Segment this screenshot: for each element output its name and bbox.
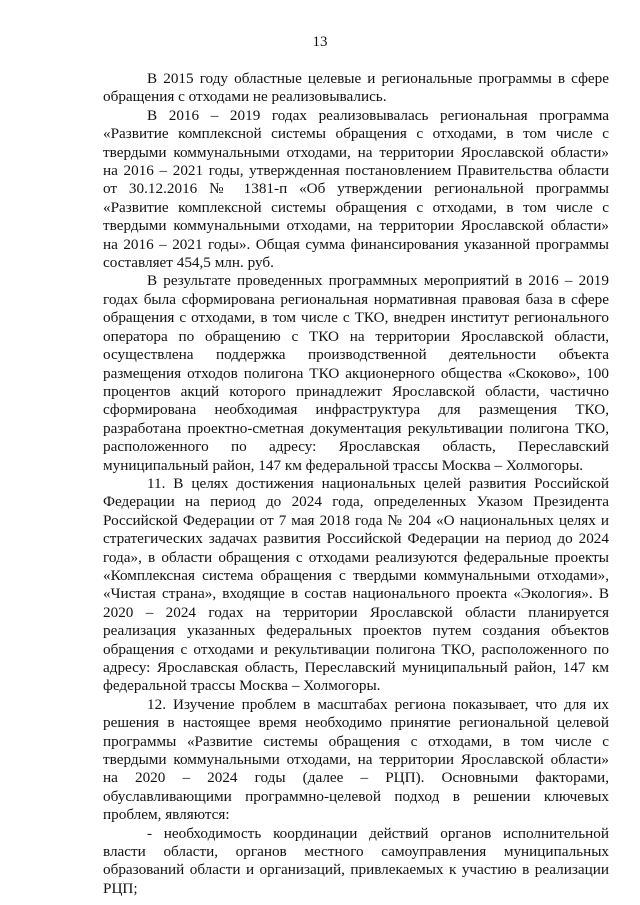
- page-number: 13: [312, 34, 328, 50]
- paragraph-program-results: В результате проведенных программных мероприятий в 2016 – 2019 годах была сформирована региональная нормативная правовая база в сфере обращения с отходами, в том числе с ТКО, внедрен институт регионального оператора по обращению с ТКО на территории Ярославской области, осуществлена поддержка производственной деятельности объекта размещения отходов полигона ТКО акционерного общества «Скоково», 100 процентов акций которого принадлежит Ярославской области, частично сформирована необходимая инфраструктура для размещения ТКО, разработана проектно-сметная документация рекультивации полигона ТКО, расположенного по адресу: Ярославская область, Переславский муниципальный район, 147 км федеральной трассы Москва – Холмогоры.: [103, 272, 609, 474]
- paragraph-2015-programs: В 2015 году областные целевые и региональные программы в сфере обращения с отходами не реализовывались.: [103, 70, 609, 106]
- paragraph-2016-2019-program: В 2016 – 2019 годах реализовывалась региональная программа «Развитие комплексной системы обращения с отходами, в том числе с твердыми коммунальными отходами, на территории Ярославской области» на 2016 – 2021 годы, утвержденная постановлением Правительства области от 30.12.2016 № 1381-п «Об утверждении региональной программы «Развитие комплексной системы обращения с отходами, в том числе с твердыми коммунальными отходами, на территории Ярославской области» на 2016 – 2021 годы». Общая сумма финансирования указанной программы составляет 454,5 млн. руб.: [103, 106, 609, 272]
- paragraph-item-11: 11. В целях достижения национальных целей развития Российской Федерации на период до 2024 года, определенных Указом Президента Российской Федерации от 7 мая 2018 года № 204 «О национальных целях и стратегических задачах развития Российской Федерации на период до 2024 года», в области обращения с отходами реализуются федеральные проекты «Комплексная система обращения с твердыми коммунальными отходами», «Чистая страна», входящие в состав национального проекта «Экология». В 2020 – 2024 годах на территории Ярославской области планируется реализация указанных федеральных проектов путем создания объектов обращения с отходами и рекультивации полигона ТКО, расположенного по адресу: Ярославская область, Переславский муниципальный район, 147 км федеральной трассы Москва – Холмогоры.: [103, 474, 609, 695]
- document-body: [103, 70, 609, 898]
- paragraph-item-12: 12. Изучение проблем в масштабах региона показывает, что для их решения в настоящее время необходимо принятие региональной целевой программы «Развитие системы обращения с отходами, в том числе с твердыми коммунальными отходами, на территории Ярославской области» на 2020 – 2024 годы (далее – РЦП). Основными факторами, обуславливающими программно-целевой подход в решении ключевых проблем, являются:: [103, 695, 609, 824]
- paragraph-coordination-need: - необходимость координации действий органов исполнительной власти области, органов местного самоуправления муниципальных образований области и организаций, привлекаемых к участию в реализации РЦП;: [103, 824, 609, 897]
